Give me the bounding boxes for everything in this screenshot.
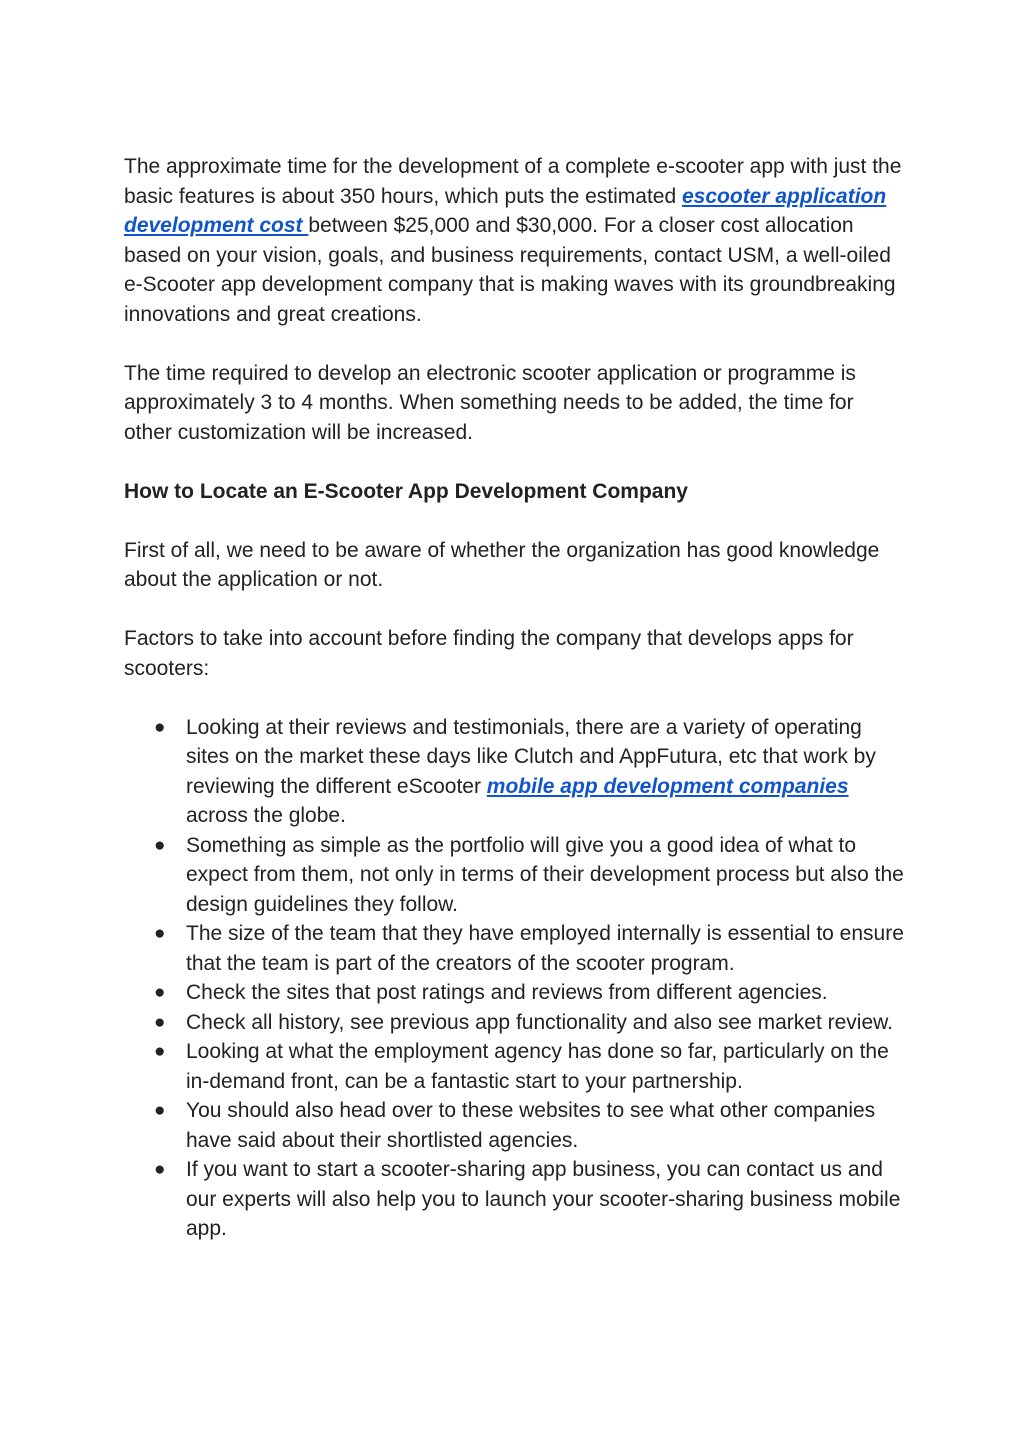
spacer xyxy=(124,447,904,477)
spacer xyxy=(124,683,904,713)
list-item xyxy=(124,1037,904,1096)
list-item xyxy=(124,1096,904,1155)
bullet-icon: ● xyxy=(154,923,166,944)
list-item-text: across the globe. xyxy=(186,804,346,827)
paragraph-knowledge: First of all, we need to be aware of whether the organization has good knowledge about the application or not. xyxy=(124,538,880,591)
bullet-icon: ● xyxy=(154,1011,166,1033)
paragraph-timeline: The time required to develop an electronic scooter application or programme is approximately 3 to 4 months. When something needs to be added, the time for other customization will be increased. xyxy=(124,361,856,444)
list-item-text: Something as simple as the portfolio will give you a good idea of what to expect from them, not only in terms of their development process but also the design guidelines they follow. xyxy=(186,833,904,916)
mobile-app-development-link[interactable]: mobile app development companies xyxy=(486,774,849,798)
list-item-text: Looking at their reviews and testimonials, there are a variety of operating sites on the market these days like Clutch and AppFutura, etc that work by reviewing the different eScooter xyxy=(186,715,876,798)
paragraph-text: between $25,000 and $30,000. For a closer cost allocation based on your vision, goals, and business requirements, contact USM, a well-oiled e-Scooter app development company that is making waves with its groundbreaking innovations and great creations. xyxy=(124,214,896,326)
list-item xyxy=(124,919,904,978)
spacer xyxy=(124,506,904,536)
bullet-icon: ● xyxy=(154,1100,166,1121)
paragraph-text: The approximate time for the development of a complete e-scooter app with just the basic features is about 350 hours, which puts the estimated xyxy=(124,155,902,208)
paragraph-cost xyxy=(124,152,904,329)
list-item xyxy=(124,831,904,920)
list-item-text: Looking at what the employment agency has done so far, particularly on the in-demand front, can be a fantastic start to your partnership. xyxy=(186,1040,889,1093)
list-item xyxy=(124,1008,904,1038)
bullet-icon: ● xyxy=(154,834,166,856)
list-item-text: The size of the team that they have employed internally is essential to ensure that the team is part of the creators of the scooter program. xyxy=(186,922,904,975)
list-item xyxy=(124,713,904,831)
list-item xyxy=(124,1155,904,1244)
bullet-icon: ● xyxy=(154,982,166,1003)
section-heading: How to Locate an E-Scooter App Development Company xyxy=(124,479,688,503)
list-item-text: Check the sites that post ratings and reviews from different agencies. xyxy=(186,981,828,1004)
escooter-cost-link[interactable]: escooter application development cost xyxy=(124,184,887,237)
bullet-icon: ● xyxy=(154,1159,166,1180)
spacer xyxy=(124,595,904,625)
factors-list xyxy=(124,713,904,1244)
list-item xyxy=(124,978,904,1008)
list-item-text: You should also head over to these websites to see what other companies have said about their shortlisted agencies. xyxy=(186,1099,876,1152)
bullet-icon: ● xyxy=(154,1041,166,1062)
list-item-text: If you want to start a scooter-sharing app business, you can contact us and our experts will also help you to launch your scooter-sharing business mobile app. xyxy=(186,1158,901,1240)
document-page xyxy=(124,152,904,1244)
paragraph-factors: Factors to take into account before finding the company that develops apps for scooters: xyxy=(124,627,854,680)
bullet-icon: ● xyxy=(154,716,166,738)
list-item-text: Check all history, see previous app functionality and also see market review. xyxy=(186,1010,893,1034)
spacer xyxy=(124,329,904,359)
